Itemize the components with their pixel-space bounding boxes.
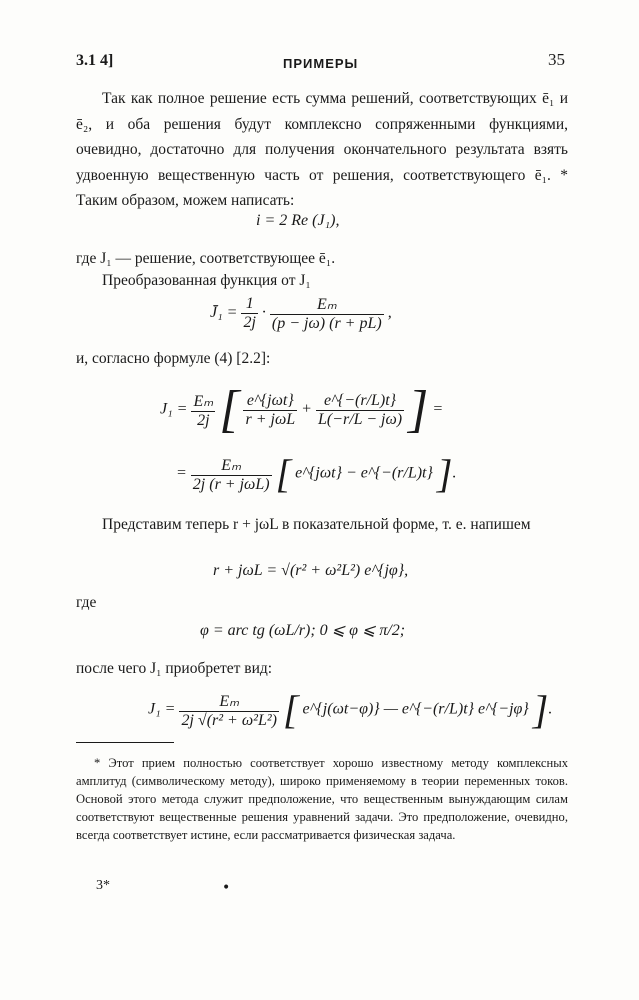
eq4-period: . bbox=[452, 464, 457, 482]
equation-1: i = 2 Re (J₁), bbox=[256, 212, 340, 229]
page-number: 35 bbox=[548, 50, 565, 69]
eq3-b-den: L(−r/L − jω) bbox=[317, 410, 403, 428]
eq3-rbracket: ] bbox=[408, 381, 429, 438]
eq3-lhs: J₁ = bbox=[160, 400, 192, 418]
eq3-lbracket: [ bbox=[219, 381, 240, 438]
equation-4 bbox=[176, 451, 457, 496]
paragraph-7: после чего J₁ приобретет вид: bbox=[76, 660, 273, 677]
eq4-den: 2j (r + jωL) bbox=[192, 475, 270, 493]
paragraph-2: где J₁ — решение, соответствующее ē₁. bbox=[76, 250, 336, 267]
paragraph-6: где bbox=[76, 594, 97, 611]
equation-3 bbox=[160, 381, 444, 438]
equation-5: r + jωL = √(r² + ω²L²) e^{jφ}, bbox=[213, 562, 409, 579]
eq7-lbracket: [ bbox=[282, 687, 299, 732]
eq3-frac-b bbox=[316, 392, 404, 429]
eq7-rbracket: ] bbox=[532, 687, 549, 732]
footnote-divider bbox=[76, 742, 174, 743]
paragraph-3: Преобразованная функция от J₁ bbox=[102, 272, 311, 289]
eq3-a-den: r + jωL bbox=[245, 410, 296, 428]
eq7-num: Eₘ bbox=[219, 692, 240, 710]
eq4-num: Eₘ bbox=[221, 456, 242, 474]
eq3-plus: + bbox=[301, 400, 312, 418]
eq4-rbracket: ] bbox=[436, 451, 453, 496]
equation-7 bbox=[148, 687, 553, 732]
paragraph-4: и, согласно формуле (4) [2.2]: bbox=[76, 350, 271, 367]
eq2-lhs: J̄₁ = bbox=[210, 304, 242, 322]
eq4-lbracket: [ bbox=[275, 451, 292, 496]
eq2-frac-1 bbox=[241, 295, 257, 332]
eq4-body: e^{jωt} − e^{−(r/L)t} bbox=[295, 464, 433, 482]
eq2-f1-num: 1 bbox=[245, 295, 254, 312]
paragraph-5: Представим теперь r + jωL в показательной форме, т. е. напишем bbox=[102, 516, 531, 533]
signature-mark: 3* bbox=[96, 878, 110, 893]
eq7-body: e^{j(ωt−φ)} — e^{−(r/L)t} e^{−jφ} bbox=[302, 700, 529, 718]
eq3-frac-main bbox=[191, 391, 215, 430]
eq7-den: 2j √(r² + ω²L²) bbox=[181, 711, 277, 729]
eq3-b-num: e^{−(r/L)t} bbox=[323, 391, 397, 409]
eq2-comma: , bbox=[387, 304, 392, 322]
equation-2 bbox=[210, 294, 392, 333]
footnote: * Этот прием полностью соответствует хорошо известному методу комплексных амплитуд (символическому методу), широко применяемому в теории переменных токов. Основой этого метода служит предположение, что вещественным вынуждающим силам соответствуют вещественные решения уравнений задачи. Это предположение, очевидно, всегда соответствует истине, если рассматривается физическая задача. bbox=[76, 756, 568, 842]
eq3-den: 2j bbox=[191, 411, 215, 430]
eq4-equals: = bbox=[176, 464, 191, 482]
running-title: ПРИМЕРЫ bbox=[283, 56, 359, 71]
eq4-frac bbox=[191, 455, 272, 494]
eq3-equals: = bbox=[432, 400, 444, 418]
equation-6: φ = arc tg (ωL/r); 0 ⩽ φ ⩽ π/2; bbox=[200, 622, 406, 639]
paragraph-1: Так как полное решение есть сумма решений, соответствующих ē₁ и ē₂, и оба решения будут комплексно сопряженными функциями, очевидно, достаточно для получения окончательного результата взять удвоенную вещественную часть от решения, соответствующего ē₁. * Таким образом, можем написать: bbox=[76, 90, 568, 209]
eq7-frac bbox=[179, 691, 279, 730]
eq2-f1-den: 2j bbox=[243, 314, 256, 331]
eq2-dot: · bbox=[261, 304, 266, 322]
eq7-period: . bbox=[548, 700, 553, 718]
eq3-num: Eₘ bbox=[193, 392, 214, 410]
eq7-lhs: J₁ = bbox=[148, 700, 180, 718]
eq2-f2-num: Eₘ bbox=[316, 296, 337, 313]
print-dot: • bbox=[222, 880, 231, 896]
eq2-frac-2 bbox=[270, 294, 384, 333]
eq2-f2-den: (p − jω) (r + pL) bbox=[271, 315, 382, 332]
section-ref: 3.1 4] bbox=[76, 52, 114, 69]
eq3-a-num: e^{jωt} bbox=[246, 391, 294, 409]
eq3-frac-a bbox=[243, 392, 297, 429]
